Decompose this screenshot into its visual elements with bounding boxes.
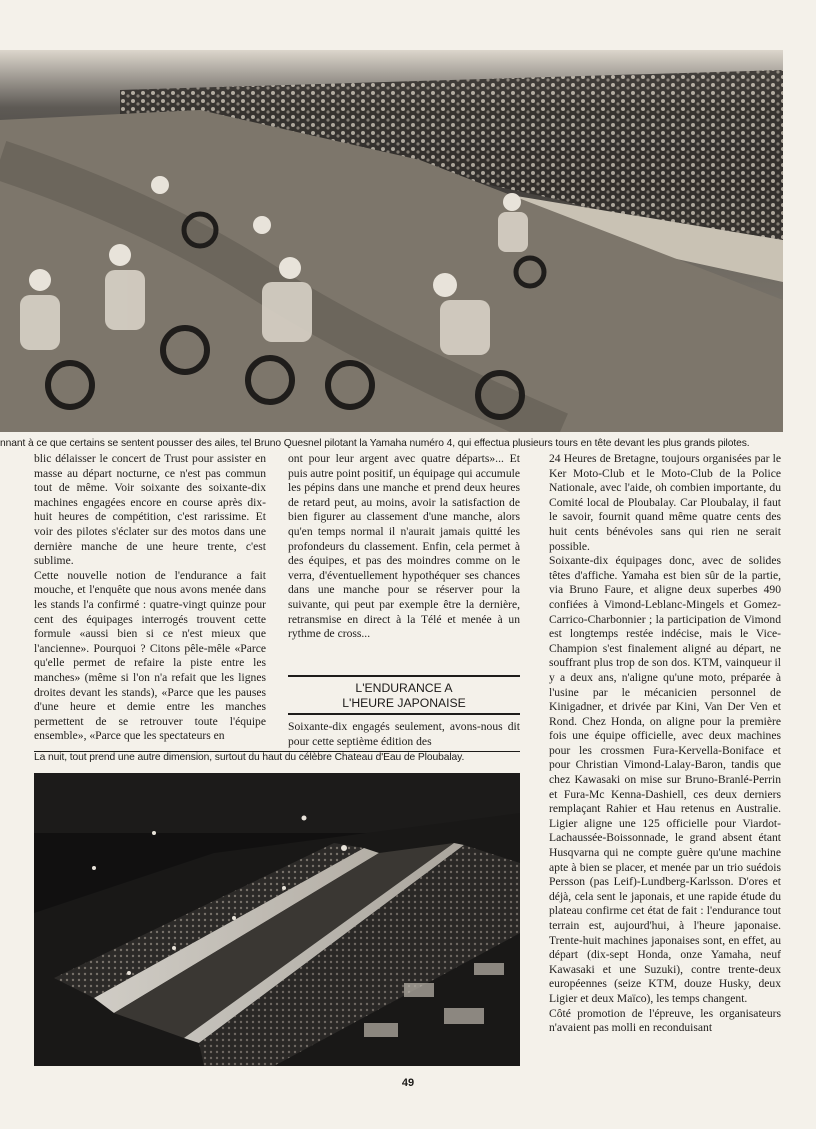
- paragraph: blic délaisser le concert de Trust pour assister en masse au départ nocturne, ce n'est pas commun tout de même. Voir soixante des soixante-dix machines engagées encore en course après dix-huit heures de compétition, c'est rarissime. Et voir des pilotes s'éclater sur des motos dans une dernière manche de une heure trente, c'est sublime.: [34, 452, 266, 568]
- paragraph: Côté promotion de l'épreuve, les organisateurs n'avaient pas molli en reconduisant: [549, 1006, 781, 1035]
- article-column-2-continued: [288, 720, 520, 749]
- subheading-line: L'HEURE JAPONAISE: [342, 696, 466, 710]
- paragraph: Cette nouvelle notion de l'endurance a fait mouche, et l'enquête que nous avons menée dans les stands l'a confirmé : quatre-vingt quinze pour cent des équipages interrogés trouvent cette formule «aussi bien si ce n'est mieux que l'ancienne». Pourquoi ? Citons pêle-mêle «Parce qu'elle permet de refaire la piste entre les manches» (même si l'on n'a refait que les lignes droites devant les stands), «Parce que les pauses d'une heure et demie entre les manches permettent de se retrouver toute l'équipe ensemble», «Parce que les spectateurs en: [34, 568, 266, 743]
- paragraph: 24 Heures de Bretagne, toujours organisées par le Ker Moto-Club et le Moto-Club de la Police Nationale, avec l'aide, oh combien importante, du Comité local de Ploubalay. Car Ploubalay, il faut le savoir, fournit quand même quatre cents des huit cents bénévoles sans qui rien ne serait possible.: [549, 452, 781, 553]
- night-circuit-aerial-photo: [34, 773, 520, 1066]
- paragraph: ont pour leur argent avec quatre départs»... Et puis autre point positif, un équipage qui accumule les pépins dans une manche et prend deux heures de retard peut, au moins, avoir la satisfaction de bien figurer au classement d'une manche, alors qu'en temps normal il n'aurait jamais quitté les profondeurs du classement. Enfin, cela permet à des équipes, et pas des moindres comme on le verra, d'éventuellement hypothéquer ses chances dans une manche pour se réserver pour la suivante, qui peut par exemple être la dernière, retransmise en direct à la Télé et menée à un rythme de cross...: [288, 452, 520, 641]
- motocross-start-photo: [0, 50, 783, 432]
- article-column-2: [288, 452, 520, 642]
- paragraph: Soixante-dix engagés seulement, avons-nous dit pour cette septième édition des: [288, 720, 520, 748]
- article-column-1: [34, 452, 266, 744]
- section-subheading: [288, 675, 520, 715]
- night-photo-caption: La nuit, tout prend une autre dimension, surtout du haut du célèbre Chateau d'Eau de Ploubalay.: [34, 752, 465, 763]
- paragraph: Soixante-dix équipages donc, avec de solides têtes d'affiche. Yamaha est bien sûr de la partie, via Bruno Faure, et aligne deux superbes 490 confiées à Vimond-Leblanc-Mingels et Gomez-Carrico-Charbonnier ; la participation de Vimond est longtemps restée indécise, mais le Vice-Champion s'est finalement aligné au départ, ne souffrant plus trop de son dos. KTM, vainqueur il y a deux ans, n'aligne qu'une moto, préparée à l'usine par le mécanicien personnel de Kinigadner, et drivée par Kini, Van Der Ven et Rond. Chez Honda, on aligne pour la première fois une équipe officielle, avec deux machines pour les crossmen Fura-Kervella-Boniface et pour Christian Vimond-Lalay-Baron, tandis que chez Kawasaki on mise sur Bruno-Branlé-Perrin et Fura-Mc Kenna-Dashiell, ces deux derniers remplaçant Rahier et Hau retenus en Australie. Ligier aligne une 125 officielle pour Viardot-Lachaussée-Boissonnade, le grand absent étant Husqvarna qui ne compte guère qu'une machine apte à bien se placer, et menée par un trio suédois Persson (pas Leif)-Lundberg-Karlsson. D'ores et déjà, cela sent le japonais, et une rapide étude du plateau confirme cet état de fait : l'endurance tout terrain est, aujourd'hui, à l'heure japonaise. Trente-huit machines japonaises sont, en effet, au départ (dix-sept Honda, onze Yamaha, neuf Kawasaki et une Suzuki), contre trente-deux européennes (seize KTM, douze Husky, deux Ligier et deux Maïco), les temps changent.: [549, 554, 781, 1005]
- subheading-line: L'ENDURANCE A: [355, 681, 453, 695]
- top-photo-caption: nnant à ce que certains se sentent pousser des ailes, tel Bruno Quesnel pilotant la Yamaha numéro 4, qui effectua plusieurs tours en tête devant les plus grands pilotes.: [0, 438, 750, 449]
- article-column-3: [549, 452, 781, 1036]
- page-number: 49: [401, 1077, 415, 1089]
